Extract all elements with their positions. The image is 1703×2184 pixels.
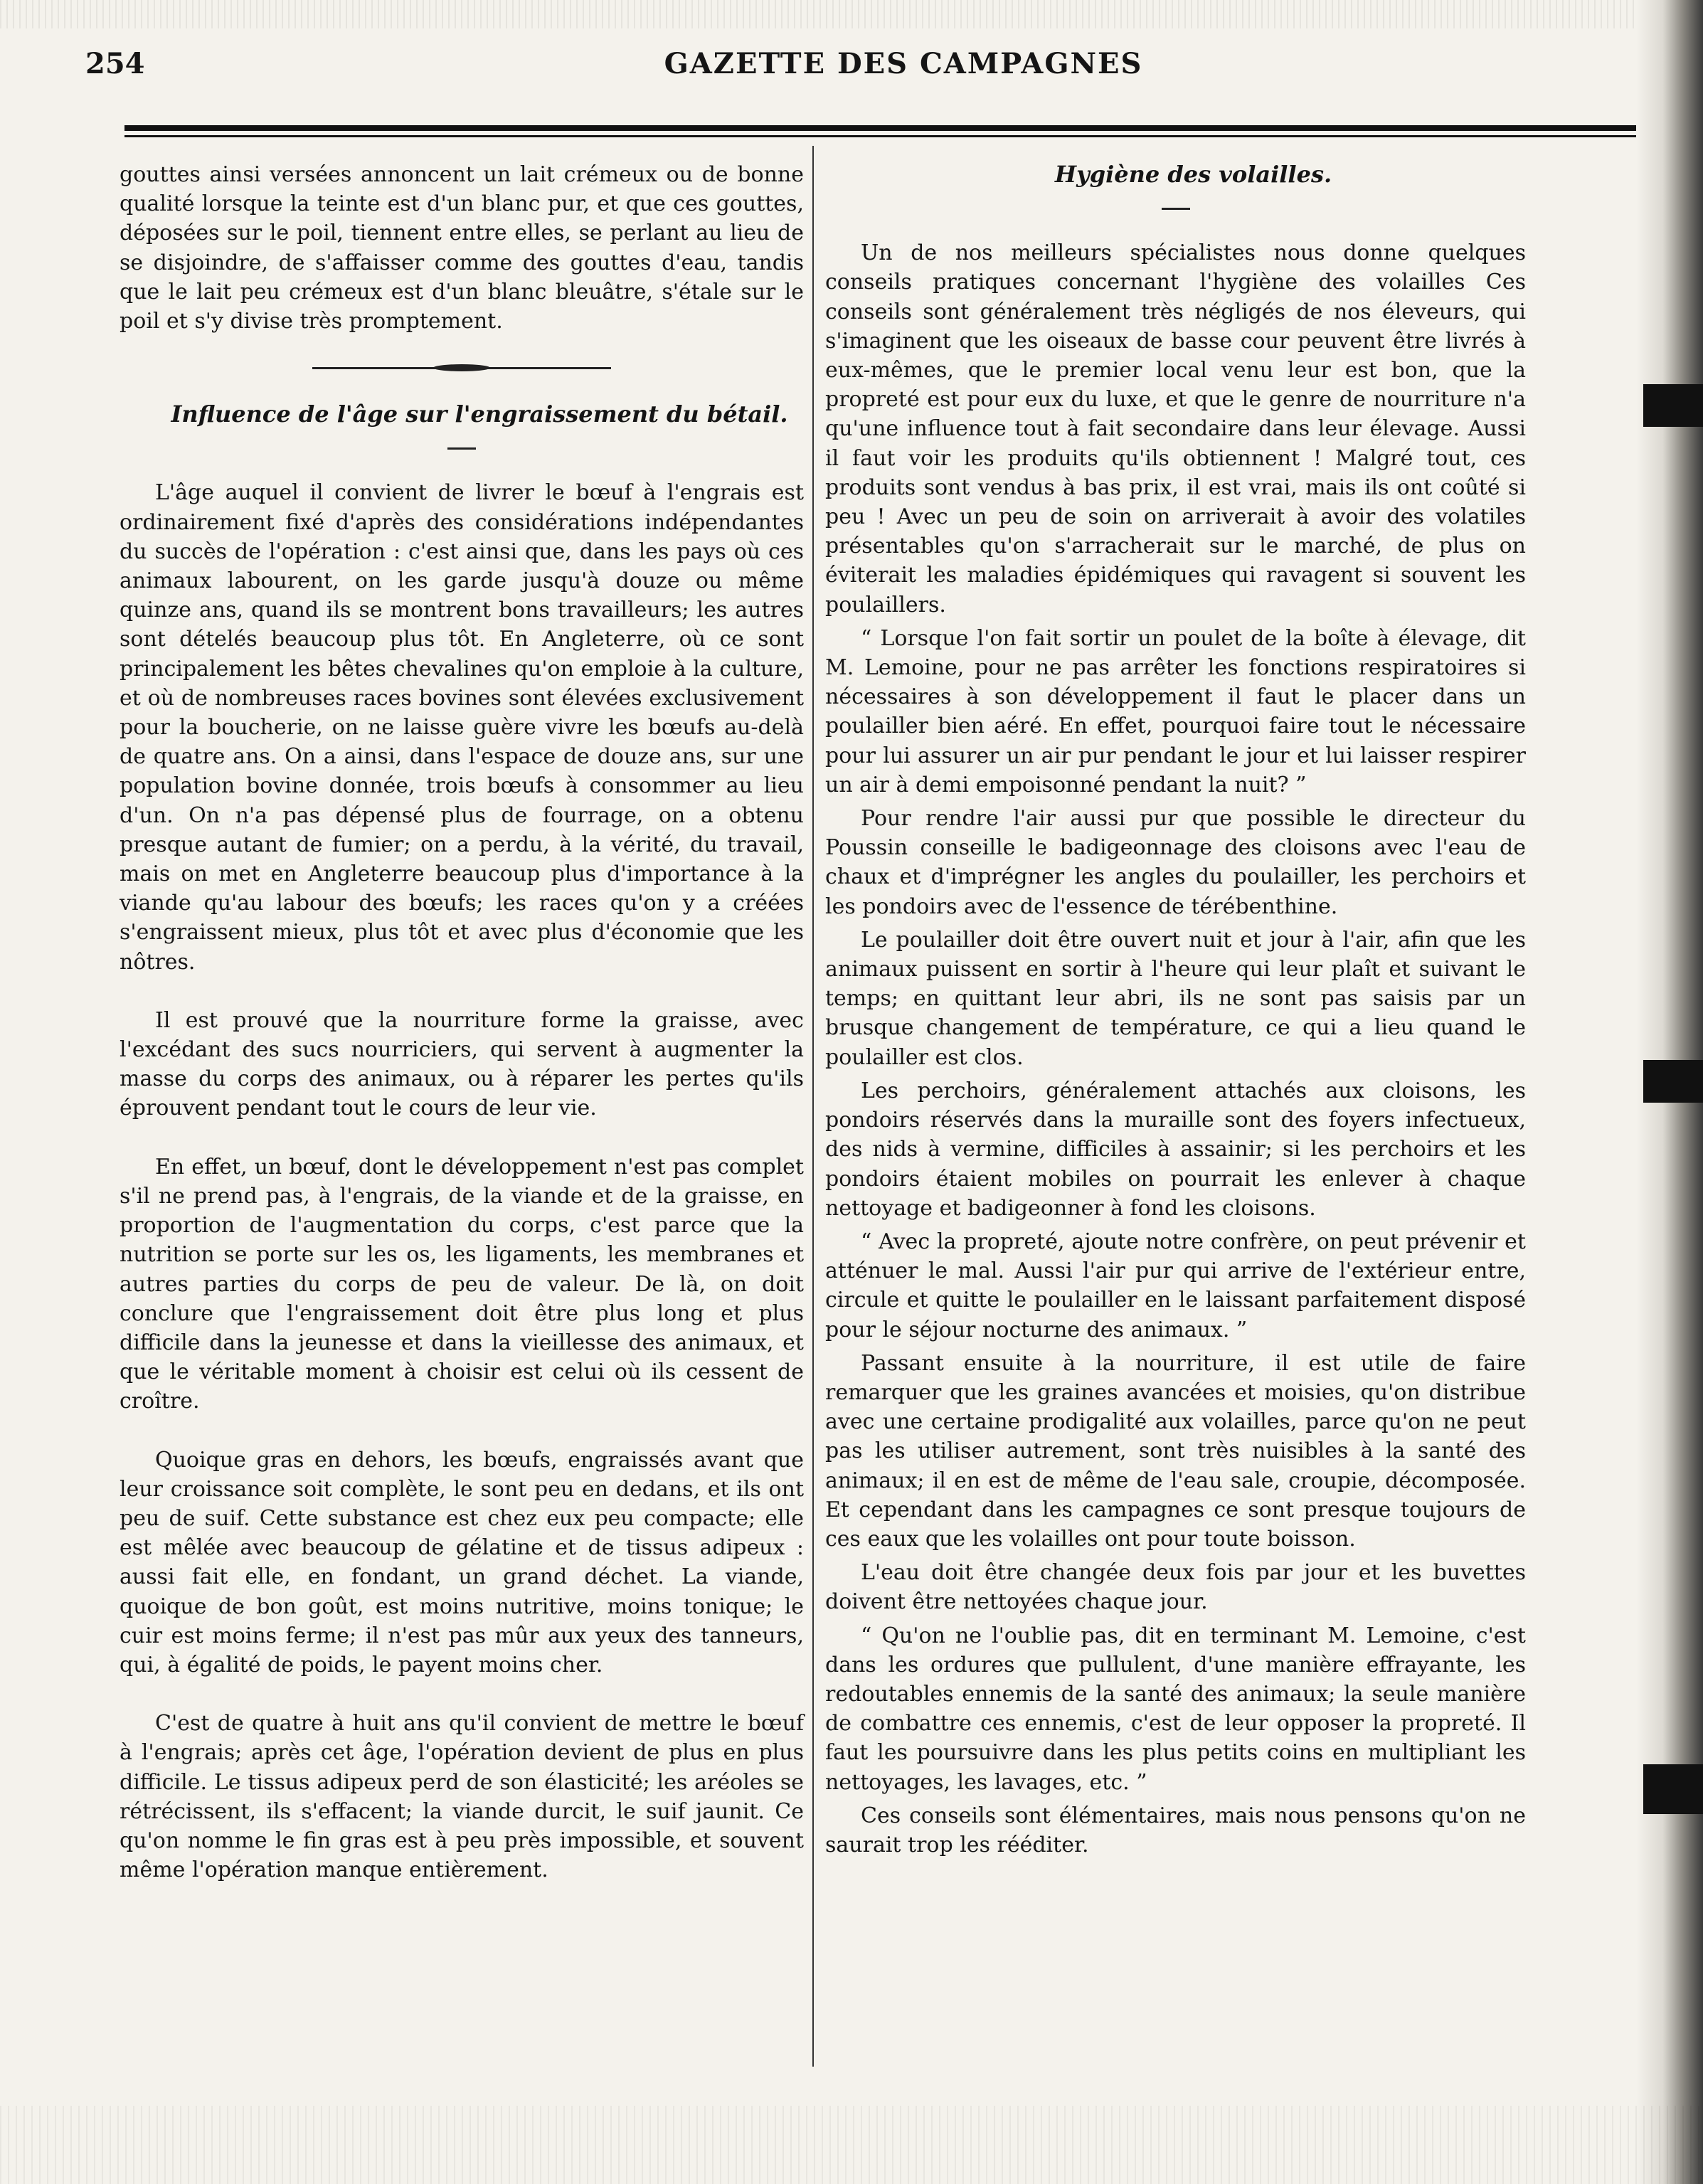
article-paragraph: Le poulailler doit être ouvert nuit et jour à l'air, afin que les animaux puissent en sortir à l'heure qui leur plaît et suivant le temps; en quittant leur abri, ils ne sont pas saisis par un brusque changement de température, ce qui a lieu quand le poulailler est clos. xyxy=(825,927,1526,1070)
article-paragraph: L'âge auquel il convient de livrer le bœuf à l'engrais est ordinairement fixé d'après des considérations indépendantes du succès de l'opération : c'est ainsi que, dans les pays où ces animaux labourent, on les garde jusqu'à douze ou même quinze ans, quand ils se montrent bons travailleurs; les autres sont dételés beaucoup plus tôt. En Angleterre, où ce sont principalement les bêtes chevalines qu'on emploie à la culture, et où de nombreuses races bovines sont élevées exclusivement pour la boucherie, on ne laisse guère vivre les bœufs au-delà de quatre ans. On a ainsi, dans l'espace de douze ans, sur une population bovine donnée, trois bœufs à consommer au lieu d'un. On n'a pas dépensé plus de fourrage, on a obtenu presque autant de fumier; on a perdu, à la vérité, du travail, mais on met en Angleterre beaucoup plus d'importance à la viande qu'au labour des bœufs; les races qu'on y a créées s'engraissent mieux, plus tôt et avec plus d'économie que les nôtres. xyxy=(120,480,804,975)
page-header xyxy=(85,43,1615,85)
article-paragraph: En effet, un bœuf, dont le développement n'est pas complet s'il ne prend pas, à l'engrais, de la viande et de la graisse, en proportion de l'augmentation du corps, c'est parce que la nutrition se porte sur les os, les ligaments, les membranes et autres parties du corps de peu de valeur. De là, on doit conclure que l'engraissement doit être plus long et plus difficile dans la jeunesse et dans la vieillesse des animaux, et que le véritable moment à choisir est celui où ils cessent de croître. xyxy=(120,1154,804,1414)
article-title-hygiene-volailles: Hygiène des volailles. xyxy=(1054,161,1332,188)
article-paragraph: Les perchoirs, généralement attachés aux cloisons, les pondoirs réservés dans la muraille sont des foyers infectueux, des nids à vermine, difficiles à assainir; si les perchoirs et les pondoirs étaient mobiles on pourrait les enlever à chaque nettoyage et badigeonner à fond les cloisons. xyxy=(825,1078,1526,1221)
left-column xyxy=(120,160,804,1885)
article-paragraph: Il est prouvé que la nourriture forme la graisse, avec l'excédant des sucs nourriciers, qui servent à augmenter la masse du corps des animaux, ou à réparer les pertes qu'ils éprouvent pendant tout le cours de leur vie. xyxy=(120,1007,804,1121)
journal-title: GAZETTE DES CAMPAGNES xyxy=(664,47,1143,80)
header-rule-thick xyxy=(124,125,1654,131)
article-paragraph: Un de nos meilleurs spécialistes nous donne quelques conseils pratiques concernant l'hygiène des volailles Ces conseils sont généralement très négligés de nos éleveurs, qui s'imaginent que les oiseaux de basse cour peuvent être livrés à eux-mêmes, que le premier local venu leur est bon, que la propreté est pour eux du luxe, et que le genre de nourriture n'a qu'une influence tout à fait secondaire dans leur élevage. Aussi il faut voir les produits qu'ils obtiennent ! Malgré tout, ces produits sont vendus à bas prix, il est vrai, mais ils ont coûté si peu ! Avec un peu de soin on arriverait à avoir des volatiles présentables qu'on s'arracherait sur le marché, de plus on éviterait les maladies épidémiques qui ravagent si souvent les poulaillers. xyxy=(825,240,1526,617)
continued-paragraph: gouttes ainsi versées annoncent un lait crémeux ou de bonne qualité lorsque la teinte est d'un blanc pur, et que ces gouttes, déposées sur le poil, tiennent entre elles, se perlant au lieu de se disjoindre, de s'affaisser comme des gouttes d'eau, tandis que le lait peu crémeux est d'un blanc bleuâtre, s'étale sur le poil et s'y divise très promptement. xyxy=(120,162,804,334)
article-paragraph: Quoique gras en dehors, les bœufs, engraissés avant que leur croissance soit complète, le sont peu en dedans, et ils ont peu de suif. Cette substance est chez eux peu compacte; elle est mêlée avec beaucoup de gélatine et de tissus adipeux : aussi fait elle, en fondant, un grand déchet. La viande, quoique de bon goût, est moins nutritive, moins tonique; le cuir est moins ferme; il n'est pas mûr aux yeux des tanneurs, qui, à égalité de poids, le payent moins cher. xyxy=(120,1447,804,1677)
scan-noise-top xyxy=(0,0,1703,28)
scan-noise-bottom xyxy=(0,2106,1703,2184)
article-paragraph: Pour rendre l'air aussi pur que possible le directeur du Poussin conseille le badigeonnage des cloisons avec l'eau de chaux et d'imprégner les angles du poulailler, les perchoirs et les pondoirs avec de l'essence de térébenthine. xyxy=(825,806,1526,919)
page-number: 254 xyxy=(85,47,145,80)
section-ornament xyxy=(312,364,611,371)
binding-band xyxy=(1643,384,1703,427)
article-paragraph: “ Lorsque l'on fait sortir un poulet de la boîte à élevage, dit M. Lemoine, pour ne pas arrêter les fonctions respiratoires si nécessaires à son développement il faut le placer dans un poulailler bien aéré. En effet, pourquoi faire tout le nécessaire pour lui assurer un air pur pendant le jour et lui laisser respirer un air à demi empoisonné pendant la nuit? ” xyxy=(825,625,1526,797)
title-dash xyxy=(1162,208,1190,210)
article-paragraph: Ces conseils sont élémentaires, mais nous pensons qu'on ne saurait trop les rééditer. xyxy=(825,1803,1526,1857)
title-dash xyxy=(447,447,476,450)
article-paragraph: L'eau doit être changée deux fois par jour et les buvettes doivent être nettoyées chaque jour. xyxy=(825,1560,1526,1615)
right-column xyxy=(825,160,1526,1860)
article-paragraph: “ Avec la propreté, ajoute notre confrère, on peut prévenir et atténuer le mal. Aussi l'air pur qui arrive de l'extérieur entre, circule et quitte le poulailler en le laissant parfaitement disposé pour le séjour nocturne des animaux. ” xyxy=(825,1229,1526,1342)
article-paragraph: “ Qu'on ne l'oublie pas, dit en terminant M. Lemoine, c'est dans les ordures que pullulent, d'une manière effrayante, les redoutables ennemis de la santé des animaux; la seule manière de combattre ces ennemis, c'est de leur opposer la propreté. Il faut les poursuivre dans les plus petits coins en multipliant les nettoyages, les lavages, etc. ” xyxy=(825,1623,1526,1795)
article-title-age-engraissement: Influence de l'âge sur l'engraissement du bétail. xyxy=(171,401,788,428)
header-rule-thin xyxy=(124,135,1654,137)
article-paragraph: Passant ensuite à la nourriture, il est utile de faire remarquer que les graines avancées et moisies, qu'on distribue avec une certaine prodigalité aux volailles, parce qu'on ne peut pas les utiliser autrement, sont très nuisibles à la santé des animaux; il en est de même de l'eau sale, croupie, décomposée. Et cependant dans les campagnes ce sont presque toujours de ces eaux que les volailles ont pour toute boisson. xyxy=(825,1350,1526,1552)
article-paragraph: C'est de quatre à huit ans qu'il convient de mettre le bœuf à l'engrais; après cet âge, l'opération devient de plus en plus difficile. Le tissus adipeux perd de son élasticité; les aréoles se rétrécissent, ils s'effacent; la viande durcit, le suif jaunit. Ce qu'on nomme le fin gras est à peu près impossible, et souvent même l'opération manque entièrement. xyxy=(120,1711,804,1883)
binding-band xyxy=(1643,1060,1703,1103)
column-divider xyxy=(812,146,814,2067)
binding-band xyxy=(1643,1764,1703,1814)
